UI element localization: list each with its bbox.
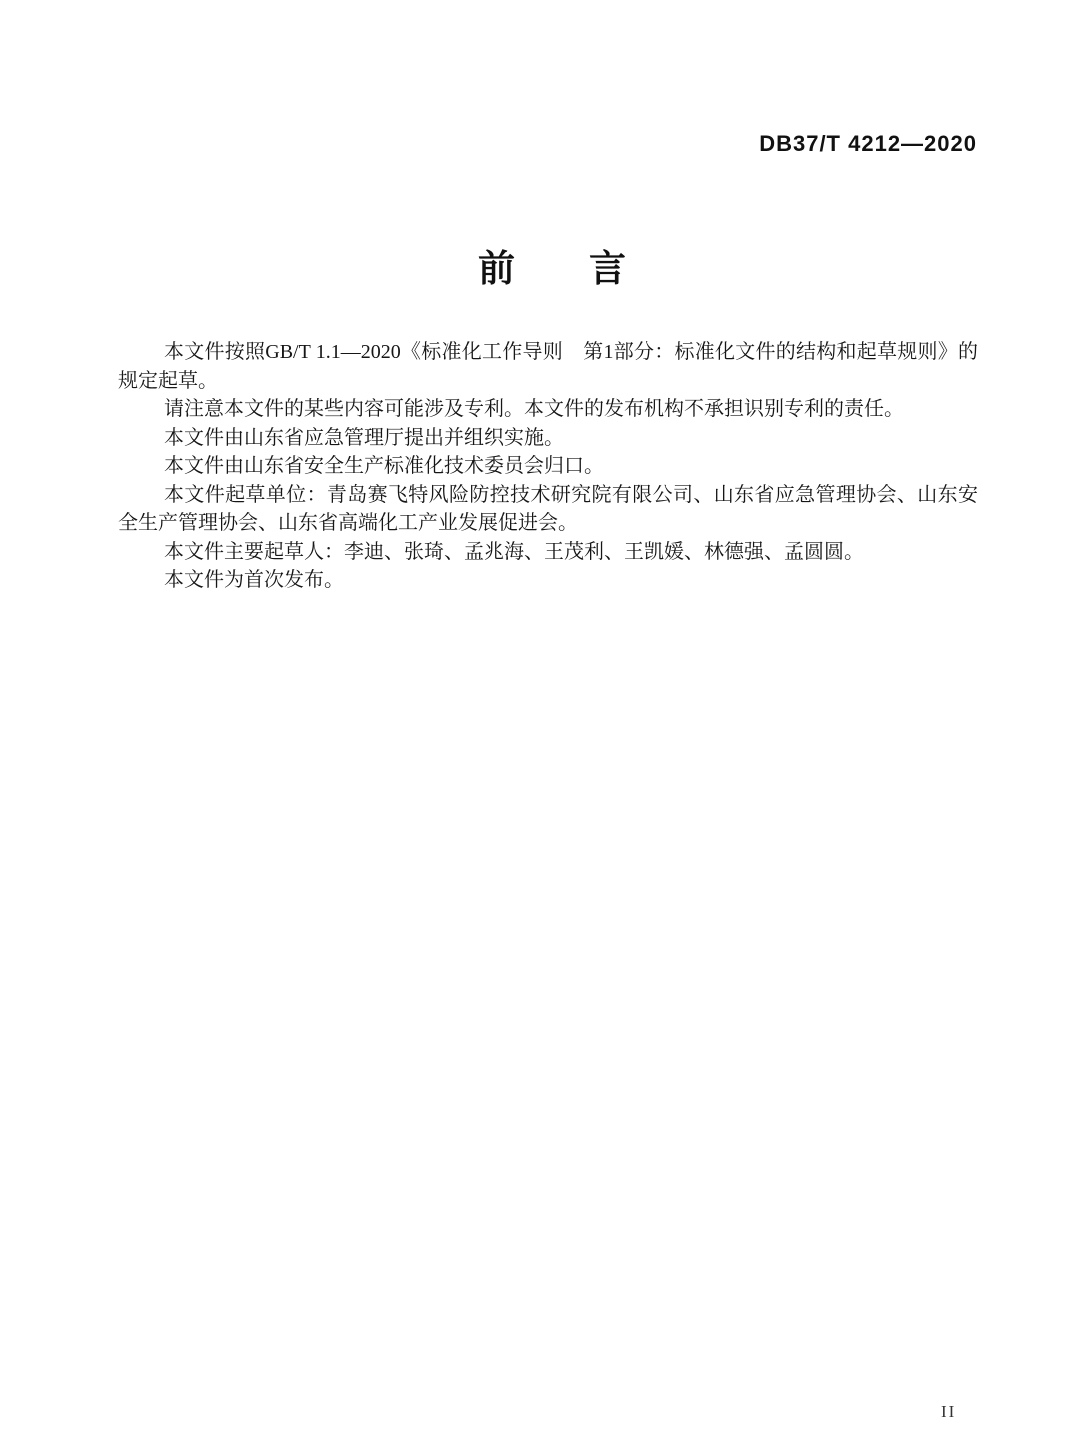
paragraph-patent-notice: 请注意本文件的某些内容可能涉及专利。本文件的发布机构不承担识别专利的责任。 xyxy=(164,398,904,420)
page-title: 前 言 xyxy=(478,248,626,289)
page-number: II xyxy=(941,1402,957,1421)
paragraph-centralized-body: 本文件由山东省安全生产标准化技术委员会归口。 xyxy=(164,455,604,477)
paragraph-main-drafters: 本文件主要起草人：李迪、张琦、孟兆海、王茂利、王凯媛、林德强、孟圆圆。 xyxy=(164,540,864,563)
paragraph-drafting-organizations: 本文件起草单位：青岛赛飞特风险防控技术研究院有限公司、山东省应急管理协会、山东安全生产管理协会、山东省高端化工产业发展促进会。 xyxy=(118,483,978,534)
paragraph-proposing-body: 本文件由山东省应急管理厅提出并组织实施。 xyxy=(164,426,564,449)
standard-number-header: DB37/T 4212—2020 xyxy=(759,131,977,156)
paragraph-first-release: 本文件为首次发布。 xyxy=(164,569,344,591)
paragraph-drafting-rules: 本文件按照GB/T 1.1—2020《标准化工作导则 第1部分：标准化文件的结构和起草规则》的规定起草。 xyxy=(118,341,978,392)
foreword-body xyxy=(118,338,978,595)
